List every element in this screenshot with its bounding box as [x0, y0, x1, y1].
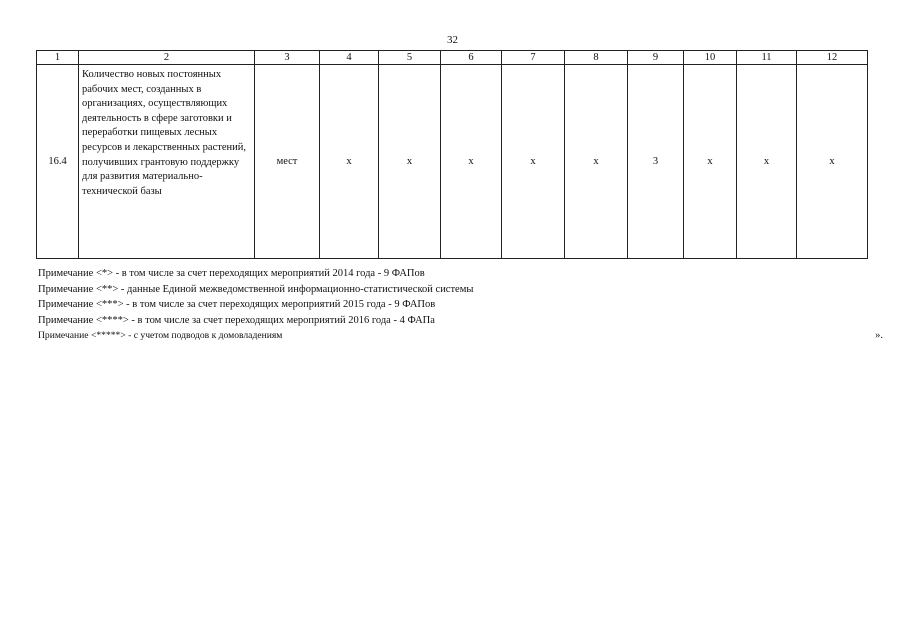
value-cell: x [737, 65, 797, 259]
note-line: Примечание <****> - в том числе за счет переходящих мероприятий 2016 года - 4 ФАПа [38, 314, 435, 326]
column-header: 6 [441, 51, 502, 65]
closing-quote: ». [875, 330, 883, 341]
value-cell: x [684, 65, 737, 259]
column-header: 9 [628, 51, 684, 65]
page-number: 32 [447, 34, 458, 46]
value-cell: x [320, 65, 379, 259]
indicator-table [36, 50, 868, 259]
row-description-cell: Количество новых постоянных рабочих мест, созданных в организациях, осуществляющих деятельность в сфере заготовки и переработки пищевых лесных ресурсов и лекарственных растений, получивших грантовую поддержку для развития материально-технической базы [79, 65, 255, 259]
note-line: Примечание <***> - в том числе за счет переходящих мероприятий 2015 года - 9 ФАПов [38, 299, 436, 310]
column-header: 2 [79, 51, 255, 65]
column-header: 7 [502, 51, 565, 65]
header-row [37, 51, 868, 65]
table-row [37, 65, 868, 259]
column-header: 10 [684, 51, 737, 65]
value-cell: x [441, 65, 502, 259]
column-header: 4 [320, 51, 379, 65]
column-header: 12 [797, 51, 868, 65]
row-number-cell: 16.4 [37, 65, 79, 259]
column-header: 8 [565, 51, 628, 65]
note-line-last [38, 328, 883, 344]
note-line: Примечание <**> - данные Единой межведомственной информационно-статистической системы [38, 283, 474, 295]
value-cell: 3 [628, 65, 684, 259]
value-cell: x [565, 65, 628, 259]
column-header: 1 [37, 51, 79, 65]
value-cell: x [502, 65, 565, 259]
column-header: 11 [737, 51, 797, 65]
value-cell: x [379, 65, 441, 259]
note-line: Примечание <*> - в том числе за счет переходящих мероприятий 2014 года - 9 ФАПов [38, 268, 425, 279]
note-text: Примечание <*****> - с учетом подводов к домовладениям [38, 330, 283, 341]
unit-cell: мест [255, 65, 320, 259]
column-header: 3 [255, 51, 320, 65]
notes-section [38, 266, 883, 344]
value-cell: x [797, 65, 868, 259]
column-header: 5 [379, 51, 441, 65]
